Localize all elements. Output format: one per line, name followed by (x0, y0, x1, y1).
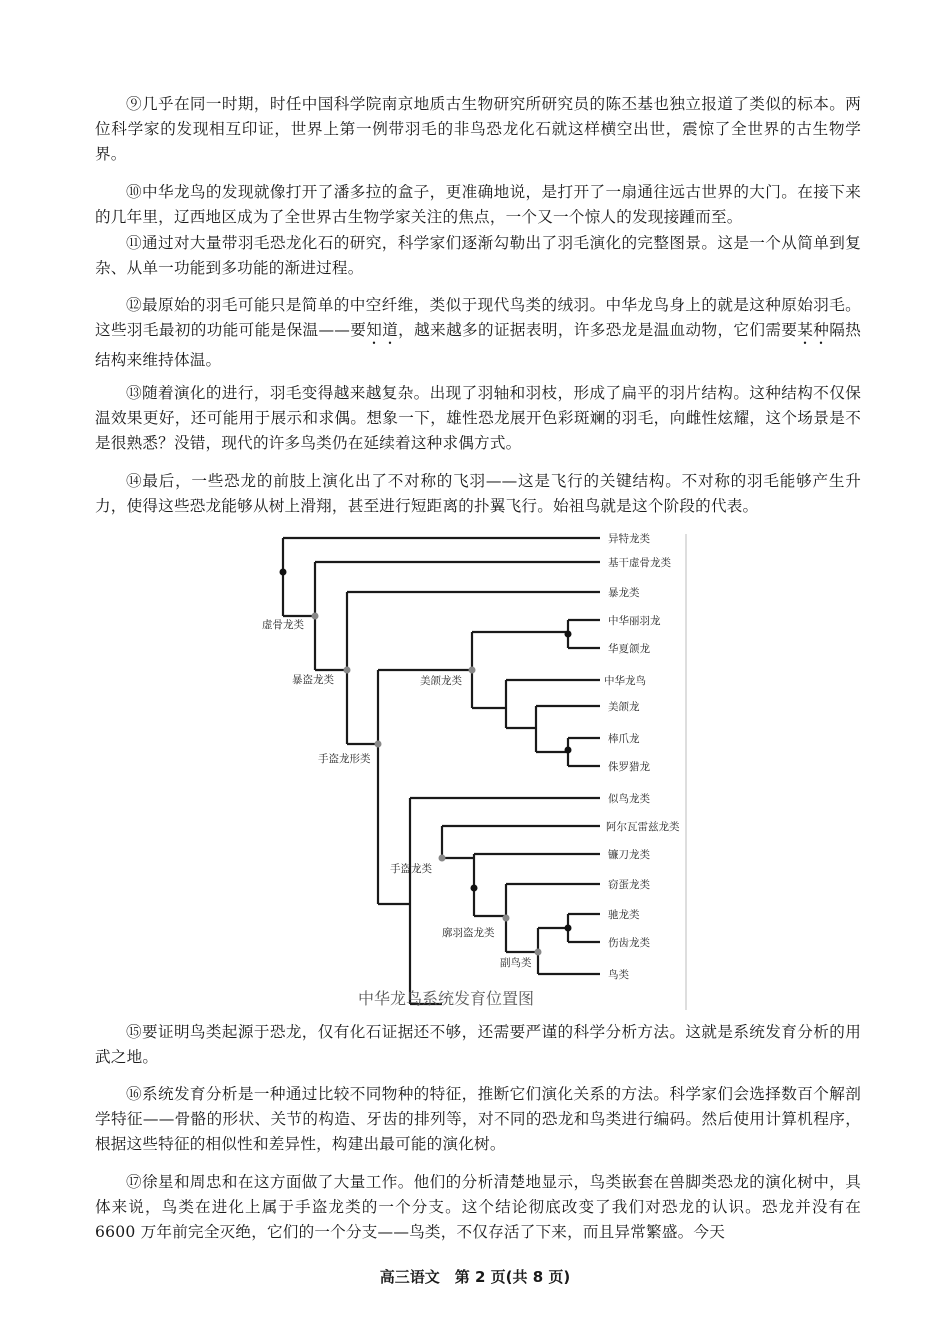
node-pennaraptora (503, 915, 510, 922)
leaf-label: 暴龙类 (608, 587, 640, 599)
paragraph-14: ⑭最后，一些恐龙的前肢上演化出了不对称的飞羽——这是飞行的关键结构。不对称的羽毛能够产生升力，使得这些恐龙能够从树上滑翔，甚至进行短距离的扑翼飞行。始祖鸟就是这个阶段的代表。 (95, 472, 861, 515)
leaf-label: 侏罗猎龙 (608, 761, 650, 773)
leaf-label: 驰龙类 (608, 909, 640, 921)
clade-label: 虚骨龙类 (262, 619, 304, 631)
leaf-label: 基干虚骨龙类 (608, 557, 671, 569)
leaf-label: 中华丽羽龙 (608, 615, 661, 627)
figure-caption: 中华龙鸟系统发育位置图 (358, 989, 535, 1008)
p12-emphasis-mouzhong: 某种 (797, 321, 830, 339)
leaf-label: 中华龙鸟 (604, 675, 646, 687)
page-footer: 高三语文 第 2 页(共 8 页) (379, 1268, 571, 1286)
node-black (565, 925, 572, 932)
p12-part-a: ⑫最原始的羽毛可能只是简单的中空纤维， (126, 296, 430, 314)
clade-label: 廓羽盗龙类 (442, 927, 495, 939)
p12-part-c: 现代鸟类的绒羽。中华龙鸟身上的就是这种原始羽毛。这些羽毛最初的功能可能是保温——要 (95, 296, 861, 339)
clade-label: 美颌龙类 (420, 675, 462, 687)
leaf-label: 棒爪龙 (608, 733, 640, 745)
p12-part-e: ，越来越多的证据表明，许多恐龙是温血动物，它们需要 (398, 321, 798, 339)
phylogeny-tree (250, 528, 700, 1012)
node-black (565, 747, 572, 754)
paragraph-12 (95, 293, 861, 373)
leaf-label: 阿尔瓦雷兹龙类 (606, 821, 680, 833)
node-tyrannoraptora (344, 667, 351, 674)
paragraph-10: ⑩中华龙鸟的发现就像打开了潘多拉的盒子，更准确地说，是打开了一扇通往远古世界的大门。在接下来的几年里，辽西地区成为了全世界古生物学家关注的焦点，一个又一个惊人的发现接踵而至。 (95, 183, 861, 226)
node-maniraptoriformes (375, 741, 382, 748)
phylogeny-figure (250, 528, 700, 1012)
clade-label: 副鸟类 (500, 957, 532, 969)
node-paraves (535, 949, 542, 956)
p12-emphasis-zhidao: 知道 (366, 321, 399, 339)
leaf-label: 似鸟龙类 (608, 793, 650, 805)
node-black (280, 569, 287, 576)
leaf-label: 美颌龙 (608, 701, 640, 713)
leaf-label: 镰刀龙类 (608, 849, 650, 861)
paragraph-16: ⑯系统发育分析是一种通过比较不同物种的特征，推断它们演化关系的方法。科学家们会选择数百个解剖学特征——骨骼的形状、关节的构造、牙齿的排列等，对不同的恐龙和鸟类进行编码。然后使用计算机程序，根据这些特征的相似性和差异性，构建出最可能的演化树。 (95, 1085, 861, 1153)
clade-label: 手盗龙类 (390, 863, 432, 875)
leaf-label: 鸟类 (608, 969, 629, 981)
leaf-label: 窃蛋龙类 (608, 879, 650, 891)
leaf-label: 伤齿龙类 (608, 937, 650, 949)
clade-label: 暴盗龙类 (292, 674, 334, 686)
paragraph-13: ⑬随着演化的进行，羽毛变得越来越复杂。出现了羽轴和羽枝，形成了扁平的羽片结构。这种结构不仅保温效果更好，还可能用于展示和求偶。想象一下，雄性恐龙展开色彩斑斓的羽毛，向雌性炫耀，这个场景是不是很熟悉？没错，现代的许多鸟类仍在延续着这种求偶方式。 (95, 384, 861, 452)
node-maniraptora (439, 855, 446, 862)
node-black (471, 885, 478, 892)
paragraph-15: ⑮要证明鸟类起源于恐龙，仅有化石证据还不够，还需要严谨的科学分析方法。这就是系统发育分析的用武之地。 (95, 1023, 861, 1066)
node-coelurosauria (312, 613, 319, 620)
p12-part-b: 类似于 (429, 296, 478, 314)
leaf-label: 异特龙类 (608, 533, 650, 545)
node-black (565, 631, 572, 638)
leaf-label: 华夏颌龙 (608, 643, 650, 655)
paragraph-11: ⑪通过对大量带羽毛恐龙化石的研究，科学家们逐渐勾勒出了羽毛演化的完整图景。这是一个从简单到复杂、从单一功能到多功能的渐进过程。 (95, 234, 861, 277)
p12-part-g: 隔热结构来维持体温。 (95, 321, 861, 369)
node-compsognathidae (469, 667, 476, 674)
paragraph-9: ⑨几乎在同一时期，时任中国科学院南京地质古生物研究所研究员的陈丕基也独立报道了类似的标本。两位科学家的发现相互印证，世界上第一例带羽毛的非鸟恐龙化石就这样横空出世，震惊了全世界的古生物学界。 (95, 95, 861, 163)
clade-label: 手盗龙形类 (318, 753, 371, 765)
paragraph-17: ⑰徐星和周忠和在这方面做了大量工作。他们的分析清楚地显示，鸟类嵌套在兽脚类恐龙的演化树中，具体来说，鸟类在进化上属于手盗龙类的一个分支。这个结论彻底改变了我们对恐龙的认识。恐龙并没有在6600 万年前完全灭绝，它们的一个分支——鸟类，不仅存活了下来，而且异常繁盛。今天 (95, 1173, 861, 1241)
leaf-labels (604, 532, 680, 981)
